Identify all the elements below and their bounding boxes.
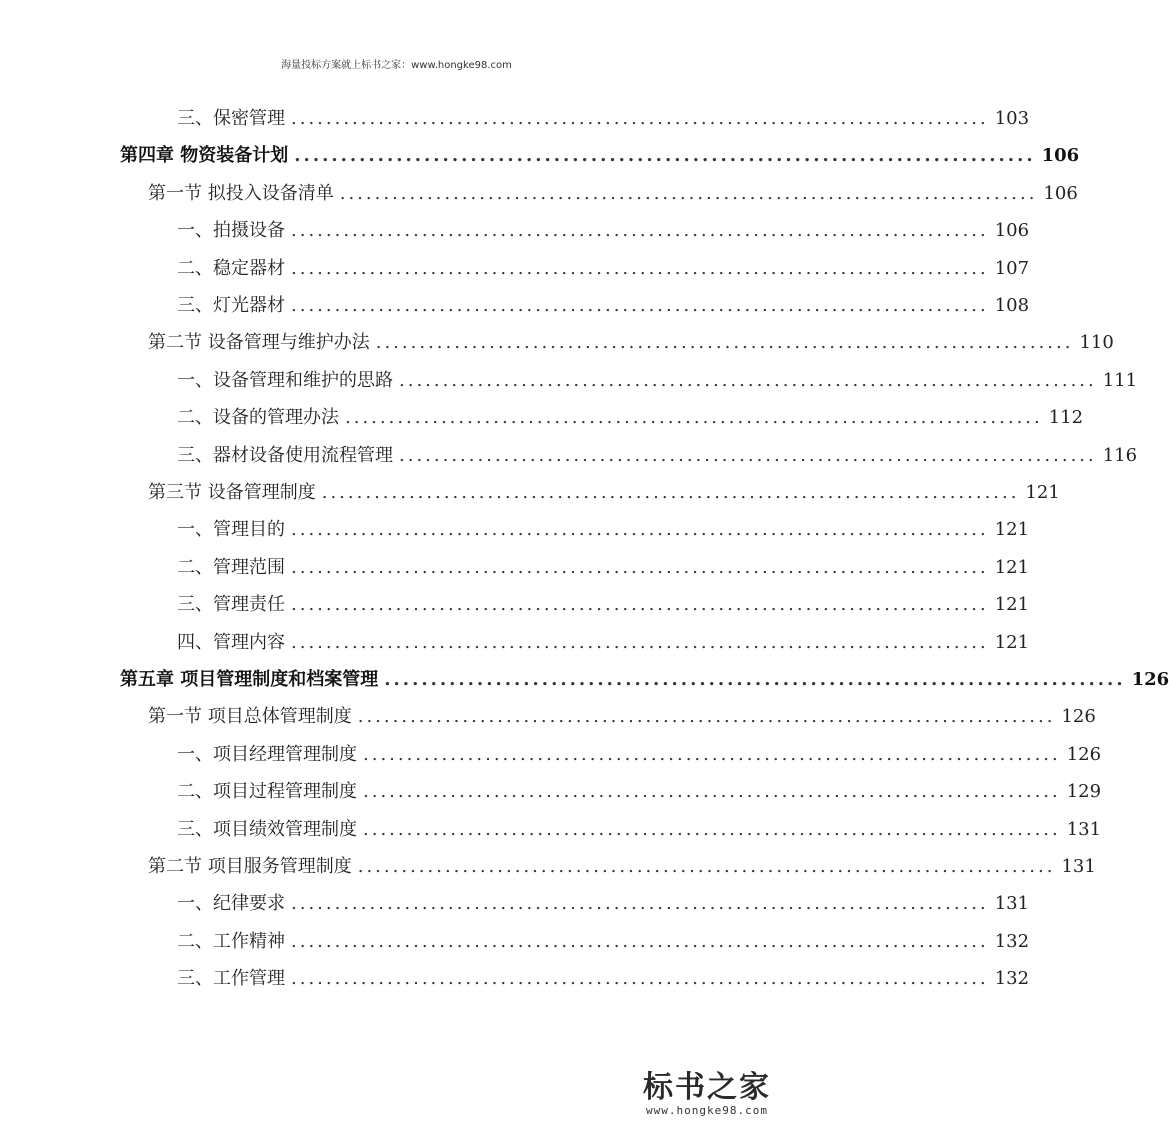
toc-dot-leader: ................................................................................ (399, 369, 1097, 391)
toc-entry-page: 129 (1066, 781, 1102, 803)
toc-dot-leader: ................................................................................ (363, 818, 1061, 840)
toc-dot-leader: ................................................................................ (291, 631, 989, 653)
toc-entry-page: 121 (1025, 482, 1060, 503)
toc-entry-page: 132 (994, 968, 1030, 990)
toc-entry-title: 一、管理目的 (177, 519, 285, 541)
toc-entry-title: 第一节 拟投入设备清单 (148, 182, 334, 204)
toc-subsection-entry[interactable] (177, 103, 1030, 135)
toc-dot-leader: ................................................................................ (291, 108, 989, 129)
toc-entry-page: 108 (994, 295, 1030, 316)
toc-entry-title: 一、拍摄设备 (177, 220, 285, 242)
toc-dot-leader: ................................................................................ (291, 930, 989, 952)
toc-section-entry[interactable] (148, 178, 1078, 210)
toc-entry-page: 121 (994, 594, 1030, 616)
toc-dot-leader: ................................................................................ (345, 407, 1043, 429)
toc-entry-page: 107 (994, 257, 1030, 279)
toc-subsection-entry[interactable] (177, 739, 1102, 771)
toc-subsection-entry[interactable] (177, 926, 1030, 958)
toc-entry-page: 121 (994, 519, 1030, 541)
toc-entry-page: 126 (1131, 669, 1169, 690)
toc-entry-title: 第五章 项目管理制度和档案管理 (120, 669, 379, 690)
toc-dot-leader: ................................................................................ (363, 781, 1061, 803)
toc-section-entry[interactable] (148, 327, 1114, 359)
toc-entry-page: 103 (994, 108, 1030, 129)
toc-entry-page: 112 (1048, 407, 1084, 429)
toc-dot-leader: ................................................................................ (291, 257, 989, 279)
toc-entry-title: 二、管理范围 (177, 556, 285, 578)
toc-entry-title: 三、灯光器材 (177, 295, 285, 316)
toc-subsection-entry[interactable] (177, 552, 1030, 584)
toc-entry-page: 131 (1061, 856, 1096, 877)
toc-entry-title: 三、工作管理 (177, 968, 285, 990)
toc-entry-title: 四、管理内容 (177, 631, 285, 653)
toc-entry-page: 132 (994, 930, 1030, 952)
toc-dot-leader: ................................................................................ (357, 706, 1056, 728)
toc-entry-title: 二、稳定器材 (177, 257, 285, 279)
toc-subsection-entry[interactable] (177, 627, 1030, 659)
toc-entry-title: 三、项目绩效管理制度 (177, 818, 357, 840)
toc-section-entry[interactable] (148, 701, 1096, 733)
toc-section-entry[interactable] (148, 477, 1060, 509)
toc-entry-page: 106 (994, 220, 1030, 242)
toc-chapter-entry[interactable] (120, 664, 1169, 696)
toc-dot-leader: ................................................................................ (375, 332, 1074, 354)
toc-entry-page: 116 (1102, 444, 1138, 466)
logo-url: www.hongke98.com (646, 1104, 768, 1117)
toc-dot-leader: ................................................................................ (321, 482, 1020, 503)
toc-entry-page: 126 (1061, 706, 1096, 728)
toc-chapter-entry[interactable] (120, 140, 1080, 172)
toc-entry-page: 106 (1043, 182, 1078, 204)
toc-subsection-entry[interactable] (177, 290, 1030, 322)
toc-dot-leader: ................................................................................ (357, 856, 1056, 877)
toc-subsection-entry[interactable] (177, 963, 1030, 995)
toc-entry-page: 106 (1041, 145, 1080, 167)
toc-entry-page: 131 (1066, 818, 1102, 840)
toc-subsection-entry[interactable] (177, 365, 1138, 397)
toc-dot-leader: ................................................................................ (294, 145, 1036, 167)
toc-section-entry[interactable] (148, 851, 1096, 883)
toc-dot-leader: ................................................................................ (363, 743, 1061, 765)
toc-subsection-entry[interactable] (177, 402, 1084, 434)
toc-subsection-entry[interactable] (177, 888, 1030, 920)
toc-entry-page: 110 (1079, 332, 1114, 354)
logo-wordmark: 标书之家 (643, 1070, 771, 1105)
toc-subsection-entry[interactable] (177, 589, 1030, 621)
toc-entry-title: 第二节 设备管理与维护办法 (148, 332, 370, 354)
toc-dot-leader: ................................................................................ (339, 182, 1038, 204)
brand-logo (643, 1062, 771, 1117)
toc-subsection-entry[interactable] (177, 776, 1102, 808)
toc-dot-leader: ................................................................................ (399, 444, 1097, 466)
toc-dot-leader: ................................................................................ (291, 893, 989, 915)
toc-entry-title: 第四章 物资装备计划 (120, 145, 289, 167)
toc-entry-title: 第一节 项目总体管理制度 (148, 706, 352, 728)
toc-entry-page: 111 (1102, 369, 1138, 391)
toc-subsection-entry[interactable] (177, 814, 1102, 846)
toc-entry-title: 三、保密管理 (177, 108, 285, 129)
toc-dot-leader: ................................................................................ (384, 669, 1126, 690)
toc-entry-page: 126 (1066, 743, 1102, 765)
toc-dot-leader: ................................................................................ (291, 968, 989, 990)
toc-subsection-entry[interactable] (177, 440, 1138, 472)
toc-dot-leader: ................................................................................ (291, 220, 989, 242)
toc-entry-title: 三、管理责任 (177, 594, 285, 616)
page-header: 海量投标方案就上标书之家：www.hongke98.com (281, 60, 512, 71)
toc-dot-leader: ................................................................................ (291, 295, 989, 316)
toc-subsection-entry[interactable] (177, 215, 1030, 247)
toc-entry-title: 二、项目过程管理制度 (177, 781, 357, 803)
toc-subsection-entry[interactable] (177, 253, 1030, 285)
toc-entry-title: 第三节 设备管理制度 (148, 482, 316, 503)
toc-entry-title: 三、器材设备使用流程管理 (177, 444, 393, 466)
toc-entry-page: 131 (994, 893, 1030, 915)
toc-entry-title: 一、纪律要求 (177, 893, 285, 915)
toc-entry-title: 一、项目经理管理制度 (177, 743, 357, 765)
toc-subsection-entry[interactable] (177, 514, 1030, 546)
toc-entry-title: 二、设备的管理办法 (177, 407, 339, 429)
toc-entry-title: 一、设备管理和维护的思路 (177, 369, 393, 391)
toc-dot-leader: ................................................................................ (291, 594, 989, 616)
toc-dot-leader: ................................................................................ (291, 556, 989, 578)
toc-entry-title: 第二节 项目服务管理制度 (148, 856, 352, 877)
toc-entry-page: 121 (994, 631, 1030, 653)
toc-entry-page: 121 (994, 556, 1030, 578)
toc-dot-leader: ................................................................................ (291, 519, 989, 541)
toc-entry-title: 二、工作精神 (177, 930, 285, 952)
